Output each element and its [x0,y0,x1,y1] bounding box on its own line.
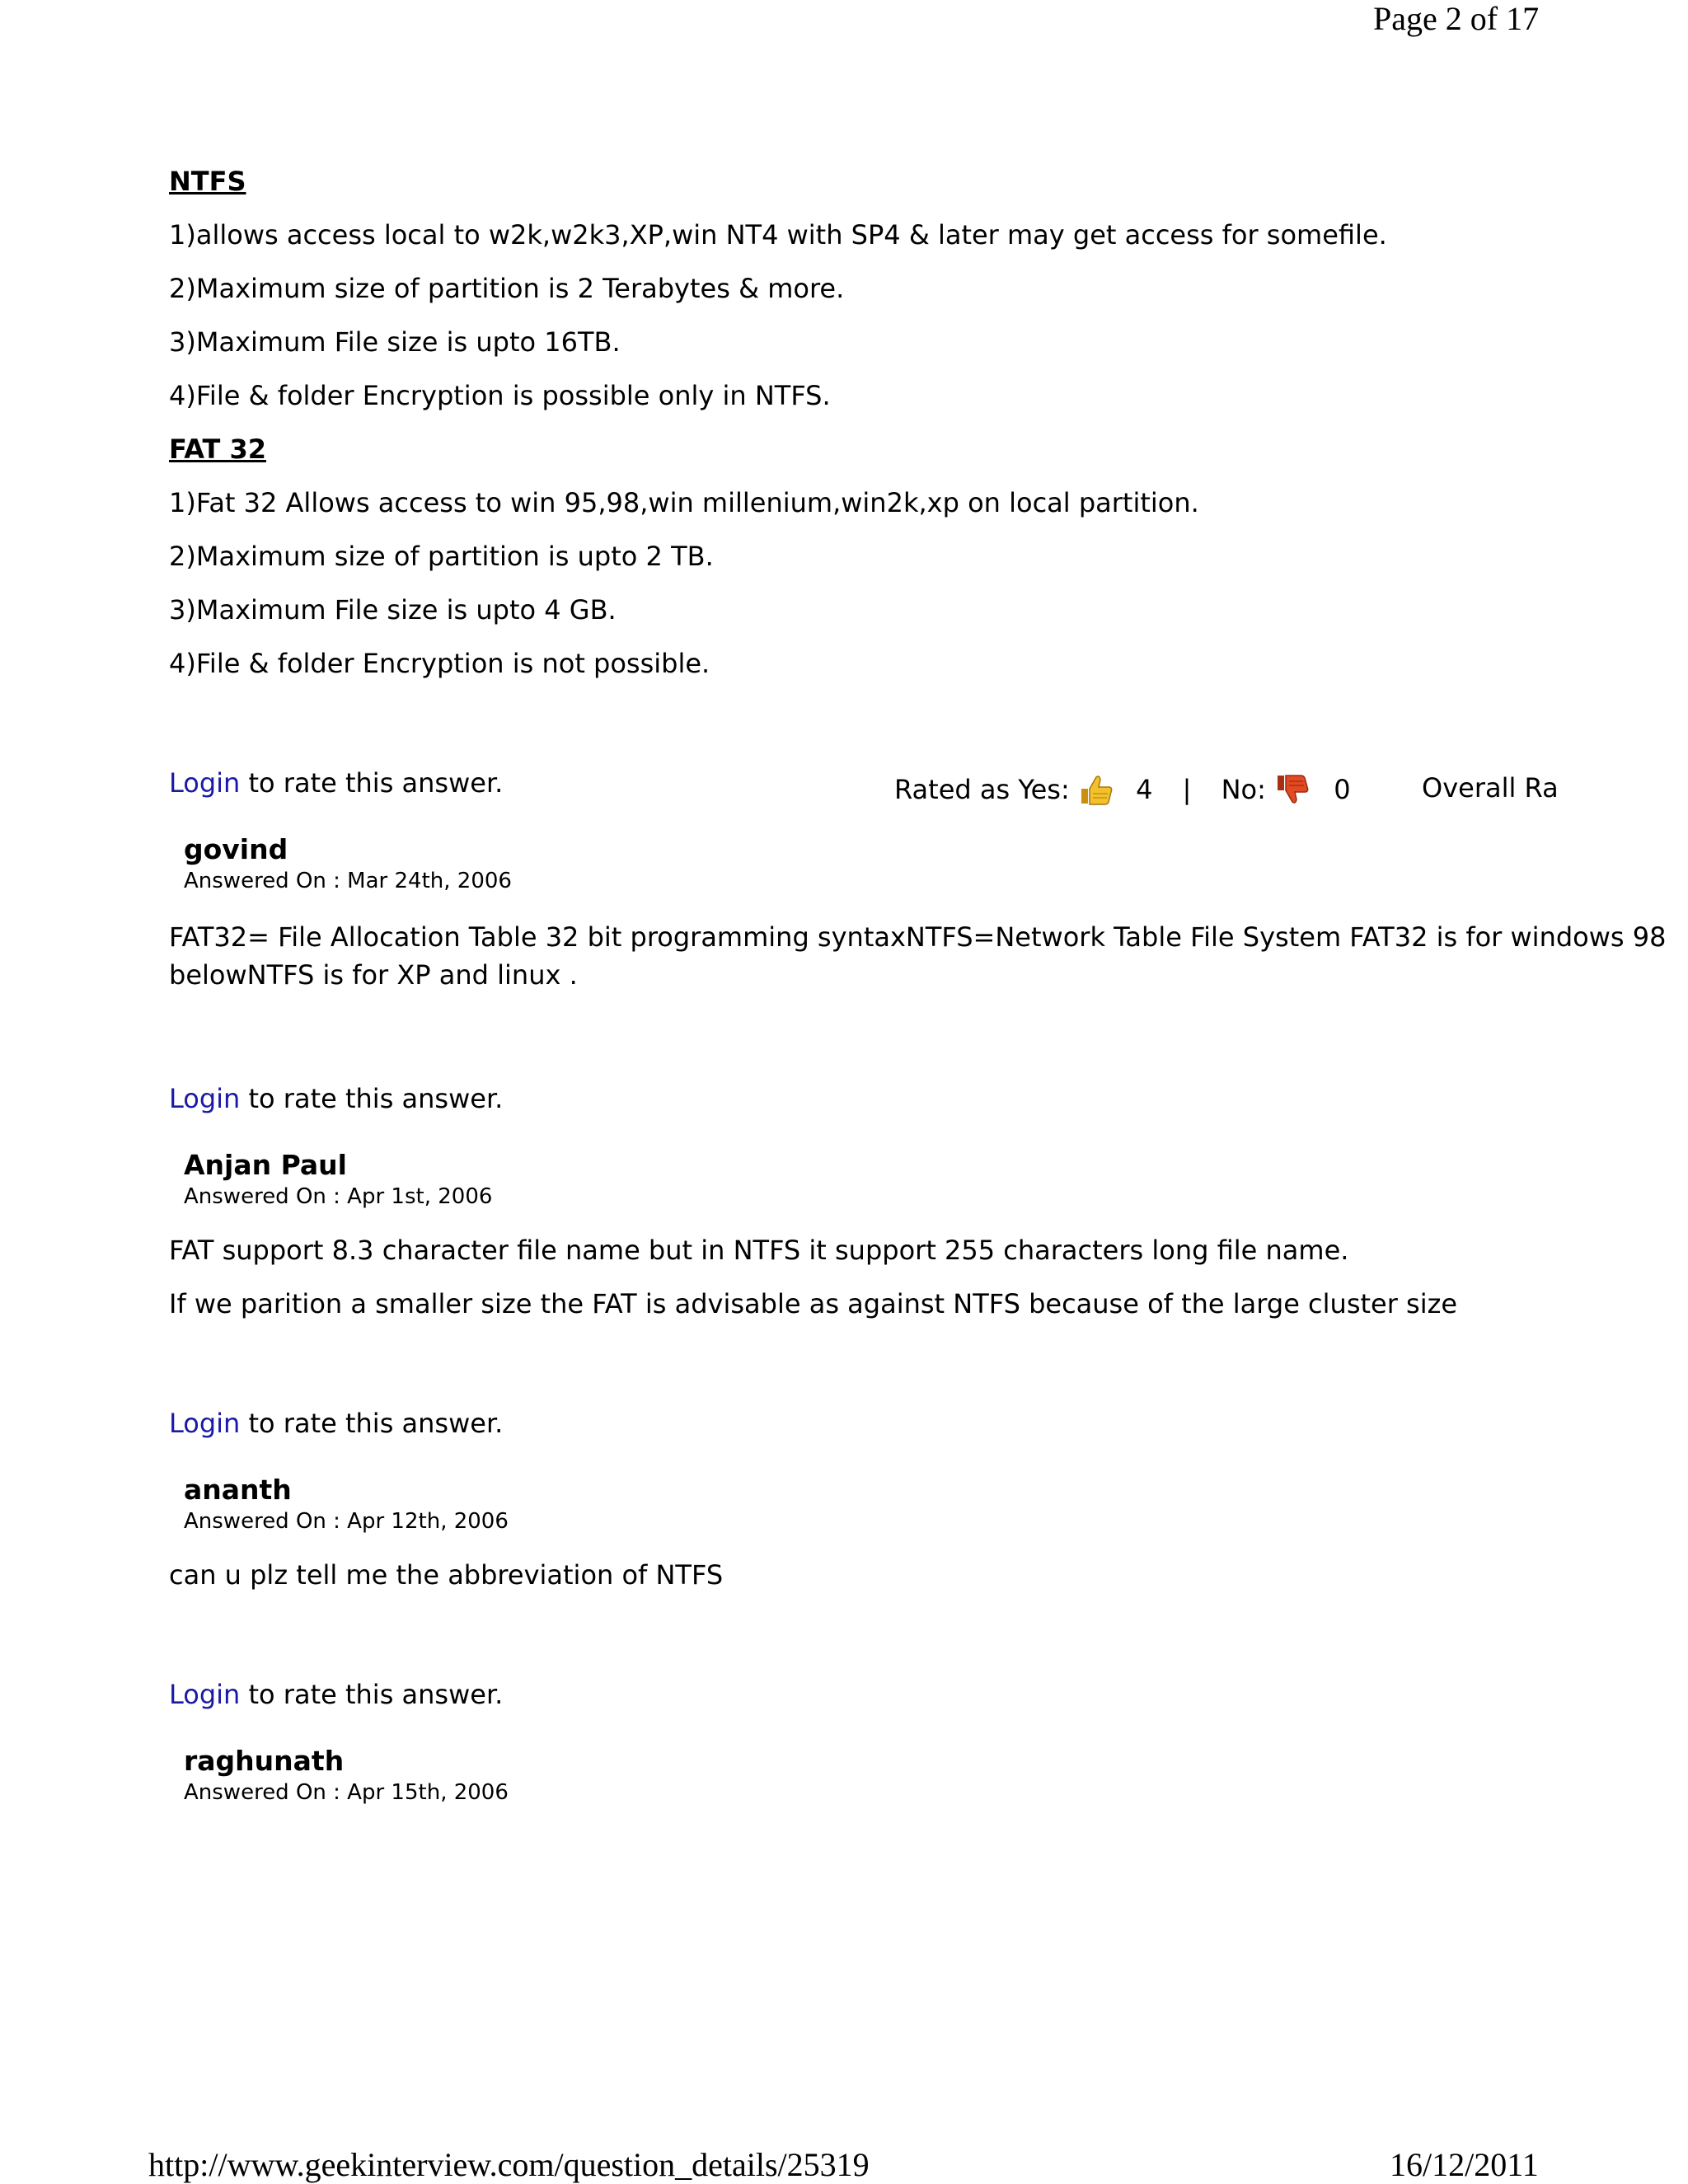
answer-text: belowNTFS is for XP and linux . [169,959,578,991]
fat32-point: 2)Maximum size of partition is upto 2 TB. [169,541,714,572]
fat32-point: 1)Fat 32 Allows access to win 95,98,win millenium,win2k,xp on local partition. [169,487,1199,518]
page-number: Page 2 of 17 [1373,0,1540,37]
ntfs-point: 2)Maximum size of partition is 2 Terabytes & more. [169,273,845,304]
answer-text: FAT support 8.3 character file name but in NTFS it support 255 characters long file name. [169,1235,1349,1266]
answer-text: If we parition a smaller size the FAT is advisable as against NTFS because of the large cluster size [169,1288,1458,1319]
fat32-point: 4)File & folder Encryption is not possible. [169,648,710,679]
login-link[interactable]: Login [169,1083,241,1114]
footer-url: http://www.geekinterview.com/question_details/25319 [148,2146,870,2183]
page-content [169,165,1667,1807]
rate-row [169,766,1559,805]
answer-block [169,165,1559,805]
rate-row [169,1082,1541,1115]
rate-prompt: to rate this answer. [240,767,504,799]
thumbs-up-icon[interactable] [1078,772,1114,807]
ntfs-heading: NTFS [169,166,246,197]
rate-row [169,1678,1541,1711]
answer-author [169,1744,1541,1807]
author-name: raghunath [184,1745,345,1777]
yes-count: 4 [1136,774,1153,805]
answered-on: Answered On : Apr 12th, 2006 [184,1509,509,1534]
answer-block [169,1473,1541,1711]
answer-text: FAT32= File Allocation Table 32 bit programming syntaxNTFS=Network Table File System FAT32 is for windows 98 [169,921,1667,953]
thumbs-down-icon[interactable] [1274,772,1311,807]
answered-on: Answered On : Apr 15th, 2006 [184,1780,509,1805]
answered-on: Answered On : Mar 24th, 2006 [184,869,512,893]
author-name: govind [184,833,288,865]
answered-on: Answered On : Apr 1st, 2006 [184,1184,493,1209]
answer-block [169,1744,1541,1807]
answer-author [169,1473,1541,1535]
answer-author [169,1148,1541,1211]
answer-text: can u plz tell me the abbreviation of NTFS [169,1559,724,1591]
login-link[interactable]: Login [169,767,241,799]
footer-date: 16/12/2011 [1390,2146,1539,2183]
overall-rating-label: Overall Ra [1422,772,1559,804]
fat32-heading: FAT 32 [169,434,266,465]
no-label: No: [1221,774,1266,805]
rating-separator: | [1182,774,1192,805]
rating-summary [894,771,1351,804]
answer-block [169,832,1667,1115]
login-link[interactable]: Login [169,1679,241,1710]
author-name: ananth [184,1474,292,1506]
ntfs-point: 4)File & folder Encryption is possible only in NTFS. [169,380,831,411]
answer-author [169,832,1541,895]
login-link[interactable]: Login [169,1408,241,1439]
author-name: Anjan Paul [184,1149,347,1181]
answer-block [169,1148,1541,1440]
rate-row [169,1407,1541,1440]
rate-prompt: to rate this answer. [240,1679,504,1710]
rate-prompt: to rate this answer. [240,1408,504,1439]
ntfs-point: 3)Maximum File size is upto 16TB. [169,326,621,358]
rated-yes-label: Rated as Yes: [894,774,1070,805]
fat32-point: 3)Maximum File size is upto 4 GB. [169,594,617,626]
rate-prompt: to rate this answer. [240,1083,504,1114]
ntfs-point: 1)allows access local to w2k,w2k3,XP,win NT4 with SP4 & later may get access for somefile. [169,219,1387,251]
no-count: 0 [1334,774,1351,805]
